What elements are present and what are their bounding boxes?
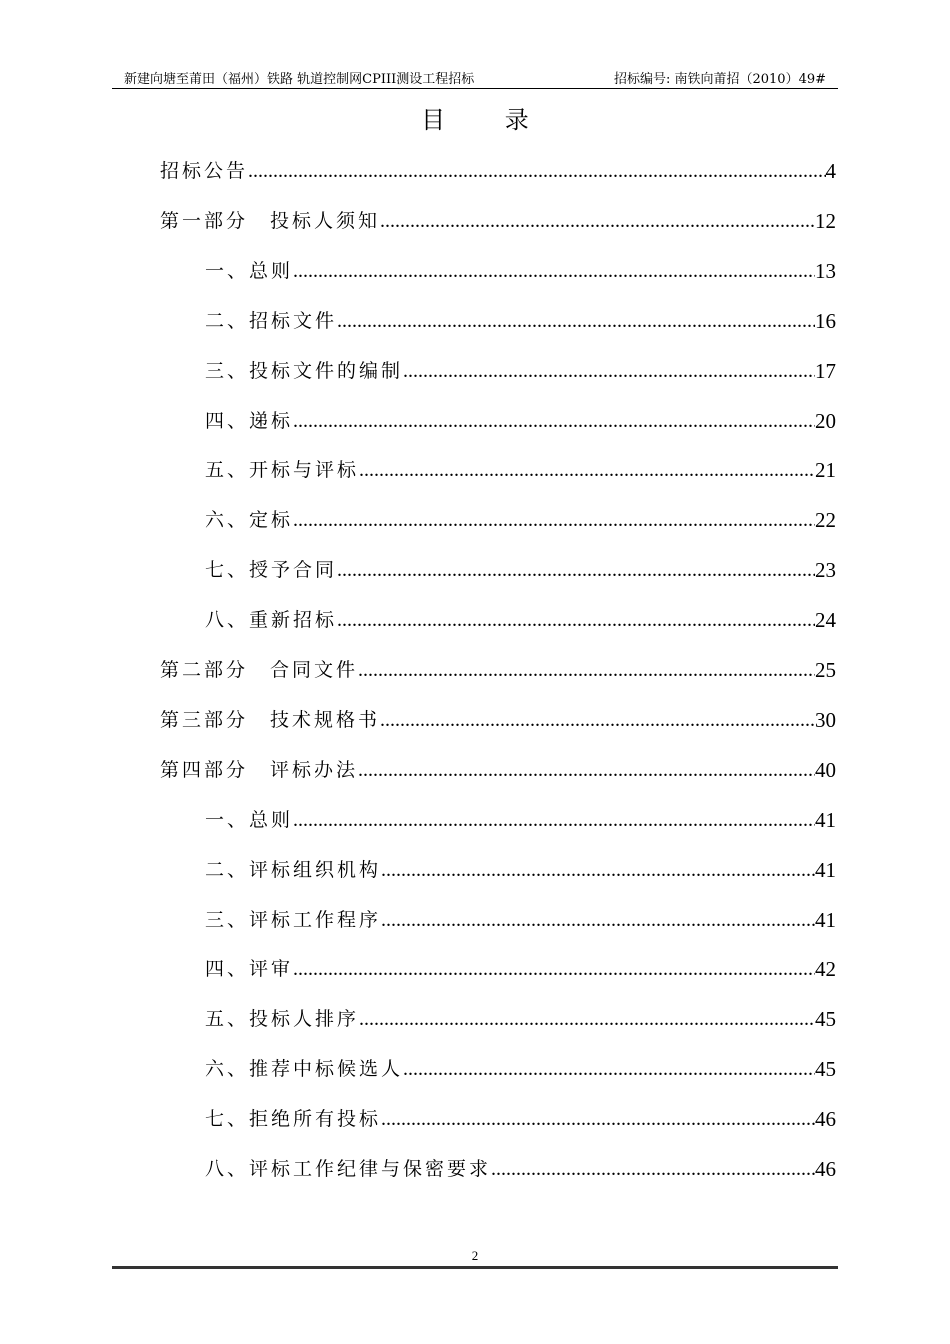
- toc-entry-page: 12: [815, 209, 836, 233]
- toc-entry[interactable]: [205, 1154, 836, 1184]
- toc-dot-leader: [403, 1054, 815, 1084]
- toc-entry[interactable]: [205, 954, 836, 984]
- toc-entry-page: 46: [815, 1107, 836, 1131]
- toc-dot-leader: [293, 406, 815, 436]
- toc-entry[interactable]: [160, 755, 836, 785]
- toc-entry-page: 23: [815, 558, 836, 582]
- toc-entry-page: 30: [815, 708, 836, 732]
- toc-entry[interactable]: [205, 455, 836, 485]
- toc-dot-leader: [337, 306, 815, 336]
- toc-entry-label: 五、开标与评标: [205, 459, 360, 481]
- toc-entry-label: 二、招标文件: [205, 310, 338, 332]
- toc-entry[interactable]: [205, 406, 836, 436]
- toc-entry-label: 四、评审: [205, 958, 294, 980]
- toc-entry-page: 22: [815, 508, 836, 532]
- toc-entry-label: 五、投标人排序: [205, 1008, 360, 1030]
- toc-entry-label: 三、投标文件的编制: [205, 360, 404, 382]
- toc-dot-leader: [337, 605, 815, 635]
- toc-entry-label: 第四部分 评标办法: [160, 759, 359, 781]
- toc-entry-label: 第三部分 技术规格书: [160, 709, 381, 731]
- toc-title: 目 录: [421, 106, 555, 134]
- toc-entry-label: 第一部分 投标人须知: [160, 210, 381, 232]
- toc-entry-label: 六、推荐中标候选人: [205, 1058, 404, 1080]
- footer-page-number: 2: [471, 1248, 479, 1263]
- toc-entry-label: 一、总则: [205, 809, 294, 831]
- toc-dot-leader: [293, 954, 815, 984]
- toc-entry-page: 42: [815, 957, 836, 981]
- toc-entry-page: 45: [815, 1057, 836, 1081]
- toc-entry-page: 13: [815, 259, 836, 283]
- toc-entry-label: 八、重新招标: [205, 609, 338, 631]
- toc-entry-page: 25: [815, 658, 836, 682]
- toc-dot-leader: [293, 256, 815, 286]
- toc-entry[interactable]: [160, 206, 836, 236]
- toc-dot-leader: [337, 555, 815, 585]
- toc-entry-page: 41: [815, 858, 836, 882]
- toc-entry-label: 八、评标工作纪律与保密要求: [205, 1158, 492, 1180]
- toc-dot-leader: [359, 1004, 815, 1034]
- toc-dot-leader: [358, 755, 815, 785]
- toc-entry-label: 四、递标: [205, 410, 294, 432]
- toc-entry[interactable]: [205, 356, 836, 386]
- toc-entry[interactable]: [205, 855, 836, 885]
- toc-entry-label: 七、拒绝所有投标: [205, 1108, 382, 1130]
- toc-entry-label: 七、授予合同: [205, 559, 338, 581]
- toc-dot-leader: [293, 505, 815, 535]
- toc-entry-page: 41: [815, 908, 836, 932]
- toc-entry-label: 三、评标工作程序: [205, 909, 382, 931]
- toc-dot-leader: [380, 206, 815, 236]
- toc-entry[interactable]: [205, 505, 836, 535]
- toc-entry[interactable]: [205, 306, 836, 336]
- footer-divider: [112, 1266, 838, 1269]
- toc-dot-leader: [380, 705, 815, 735]
- toc-dot-leader: [381, 1104, 815, 1134]
- toc-entry-page: 17: [815, 359, 836, 383]
- toc-entry-page: 4: [825, 159, 836, 183]
- toc-entry-label: 六、定标: [205, 509, 294, 531]
- toc-entry[interactable]: [205, 605, 836, 635]
- toc-dot-leader: [358, 655, 815, 685]
- toc-entry-label: 第二部分 合同文件: [160, 659, 359, 681]
- toc-entry-page: 20: [815, 409, 836, 433]
- toc-entry-label: 一、总则: [205, 260, 294, 282]
- toc-entry[interactable]: [205, 1104, 836, 1134]
- toc-entry[interactable]: [205, 805, 836, 835]
- toc-entry-page: 40: [815, 758, 836, 782]
- toc-dot-leader: [491, 1154, 815, 1184]
- toc-entry[interactable]: [160, 705, 836, 735]
- toc-entry[interactable]: [205, 1004, 836, 1034]
- toc-dot-leader: [381, 905, 815, 935]
- toc-entry[interactable]: [160, 156, 836, 186]
- toc-entry-label: 二、评标组织机构: [205, 859, 382, 881]
- header-bid-number: 招标编号: 南铁向莆招（2010）49#: [613, 72, 826, 87]
- toc-entry[interactable]: [160, 655, 836, 685]
- toc-entry-label: 招标公告: [160, 160, 249, 182]
- toc-entry-page: 16: [815, 309, 836, 333]
- toc-dot-leader: [381, 855, 815, 885]
- toc-dot-leader: [359, 455, 815, 485]
- header-project-title: 新建向塘至莆田（福州）铁路 轨道控制网CPIII测设工程招标: [124, 72, 475, 87]
- toc-entry-page: 45: [815, 1007, 836, 1031]
- toc-entry-page: 24: [815, 608, 836, 632]
- toc-entry-page: 46: [815, 1157, 836, 1181]
- toc-entry-page: 21: [815, 458, 836, 482]
- toc-dot-leader: [293, 805, 815, 835]
- toc-entry[interactable]: [205, 256, 836, 286]
- toc-entry[interactable]: [205, 905, 836, 935]
- toc-dot-leader: [248, 156, 825, 186]
- toc-entry[interactable]: [205, 555, 836, 585]
- toc-entry[interactable]: [205, 1054, 836, 1084]
- toc-entry-page: 41: [815, 808, 836, 832]
- toc-dot-leader: [403, 356, 815, 386]
